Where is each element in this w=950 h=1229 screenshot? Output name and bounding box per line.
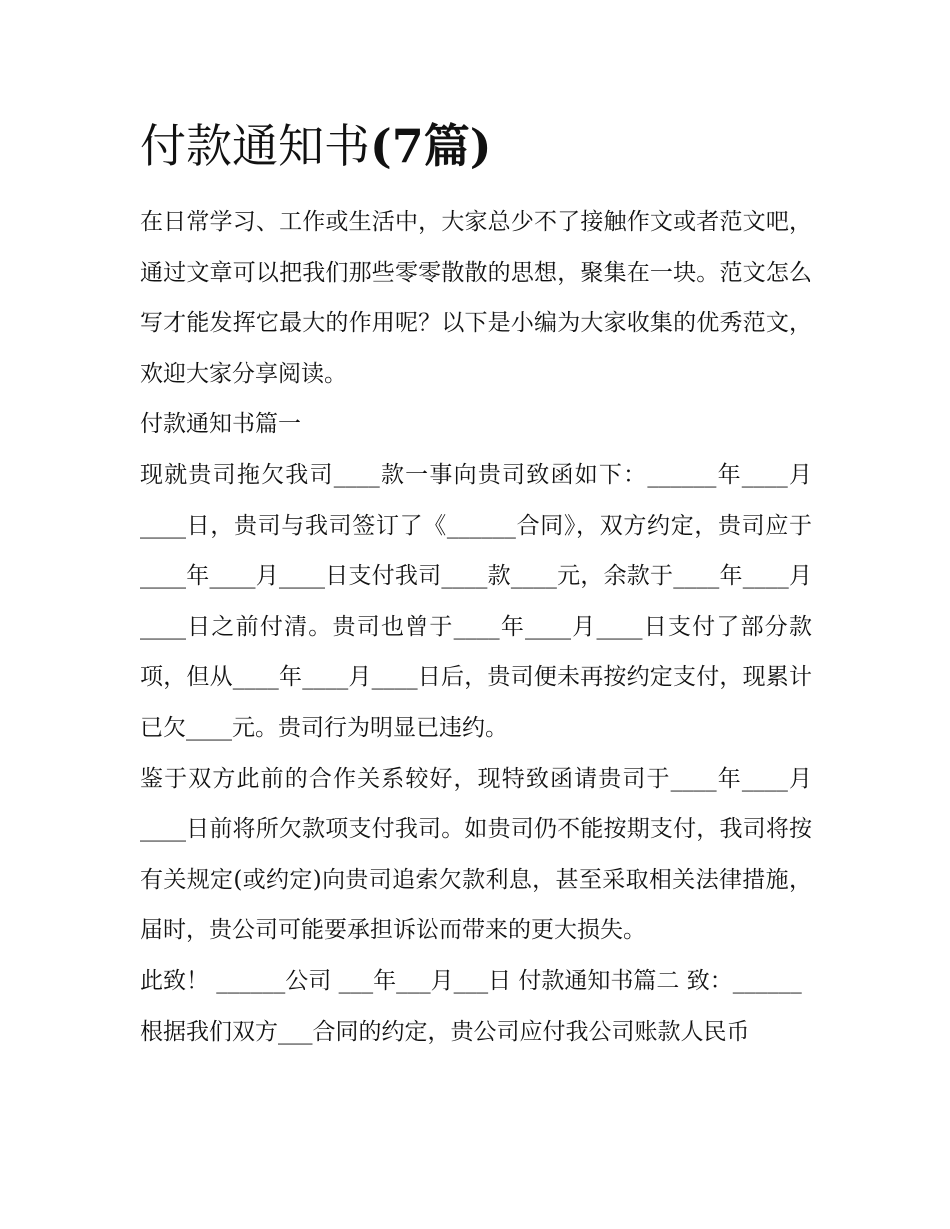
document-body <box>140 197 812 1057</box>
intro-paragraph: 在日常学习、工作或生活中，大家总少不了接触作文或者范文吧，通过文章可以把我们那些零零散散的思想，聚集在一块。范文怎么写才能发挥它最大的作用呢？以下是小编为大家收集的优秀范文，欢迎大家分享阅读。 <box>140 209 812 387</box>
paragraph-closing: 此致！ ______公司 ___年___月___日 付款通知书篇二 致：______ <box>140 967 802 994</box>
section-heading-1: 付款通知书篇一 <box>140 411 301 438</box>
title-count: (7篇) <box>370 119 492 173</box>
document-title <box>140 114 492 178</box>
paragraph-request: 鉴于双方此前的合作关系较好，现特致函请贵司于____年____月____日前将所欠款项支付我司。如贵司仍不能按期支付，我司将按有关规定(或约定)向贵司追索欠款利息，甚至采取相关法律措施，届时，贵公司可能要承担诉讼而带来的更大损失。 <box>140 765 812 944</box>
paragraph-contract: 根据我们双方___合同的约定，贵公司应付我公司账款人民币 <box>140 1018 750 1045</box>
title-main: 付款通知书 <box>140 119 370 173</box>
paragraph-payment-terms: 现就贵司拖欠我司____款一事向贵司致函如下：______年____月____日，贵司与我司签订了《______合同》，双方约定，贵司应于____年____月____日支付我司____款____元，余款于____年____月____日之前付清。贵司也曾于____年____月____日支付了部分款项，但从____年____月____日后，贵司便未再按约定支付，现累计已欠____元。贵司行为明显已违约。 <box>140 461 813 741</box>
